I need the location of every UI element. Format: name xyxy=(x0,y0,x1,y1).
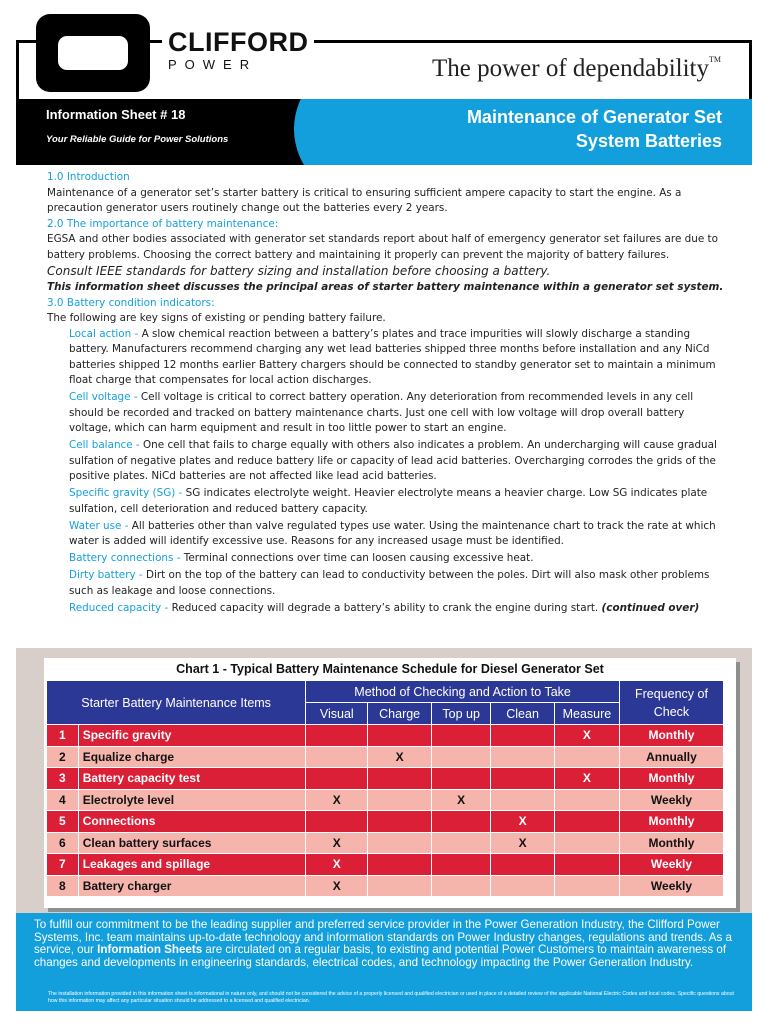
table-row xyxy=(47,725,724,747)
method-cell xyxy=(306,746,368,768)
maintenance-item: Connections xyxy=(78,811,306,833)
maintenance-table xyxy=(46,680,724,897)
section-1-text: Maintenance of a generator set’s starter battery is critical to ensuring sufficient ampere capacity to start the engine. As a precaution generator users routinely change out the batteries every 2 years. xyxy=(47,186,682,214)
maintenance-item: Leakages and spillage xyxy=(78,854,306,876)
row-number: 1 xyxy=(47,725,79,747)
section-2-heading: 2.0 The importance of battery maintenance: xyxy=(47,217,279,230)
row-number: 7 xyxy=(47,854,79,876)
method-cell xyxy=(306,811,368,833)
method-cell xyxy=(368,725,432,747)
method-cell xyxy=(554,789,619,811)
row-number: 4 xyxy=(47,789,79,811)
header-frequency: Frequency of Check xyxy=(619,681,723,725)
battery-sign-item xyxy=(69,551,727,567)
battery-sign-term: Cell voltage - xyxy=(69,391,138,403)
battery-sign-term: Reduced capacity - xyxy=(69,601,169,614)
footer-text-a: To fulfill our commitment to be the leading supplier and preferred service provider in the Power Generation Industry, the Clifford Power Systems, Inc. team maintains up-to-date technology and information standards on Power Industry changes, regulations and trends. As a service, our xyxy=(34,918,732,957)
method-cell: X xyxy=(368,746,432,768)
method-cell xyxy=(368,854,432,876)
chart-title: Chart 1 - Typical Battery Maintenance Schedule for Diesel Generator Set xyxy=(176,662,604,676)
title-line-1: Maintenance of Generator Set xyxy=(466,107,722,127)
method-header-visual: Visual xyxy=(306,703,368,725)
row-number: 6 xyxy=(47,832,79,854)
document-title xyxy=(467,105,722,153)
top-rule-right-edge xyxy=(749,40,752,100)
method-cell xyxy=(491,789,555,811)
chart-panel xyxy=(16,648,752,916)
method-header-clean: Clean xyxy=(491,703,555,725)
header-method: Method of Checking and Action to Take xyxy=(306,681,620,703)
method-cell xyxy=(431,811,490,833)
method-cell xyxy=(491,854,555,876)
battery-sign-term: Local action - xyxy=(69,327,139,340)
method-cell xyxy=(491,768,555,790)
table-row xyxy=(47,832,724,854)
scope-statement: This information sheet discusses the principal areas of starter battery maintenance within a generator set system. xyxy=(47,281,724,293)
sheet-number: Information Sheet # 18 xyxy=(46,107,186,122)
method-cell xyxy=(368,811,432,833)
table-row xyxy=(47,811,724,833)
frequency-cell: Weekly xyxy=(619,875,723,897)
battery-sign-text: One cell that fails to charge equally with others also indicates a problem. An undercharging will cause gradual sulfation of negative plates and reduce battery life or capacity of lead acid batteries. Overcharging corrodes the grids of the positive plates. NiCd batteries are not affected like lead acid batteries. xyxy=(69,439,717,482)
battery-sign-item xyxy=(69,519,727,550)
battery-sign-term: Water use - xyxy=(69,519,129,532)
method-cell xyxy=(431,875,490,897)
method-cell xyxy=(431,832,490,854)
maintenance-item: Battery charger xyxy=(78,875,306,897)
method-cell xyxy=(431,854,490,876)
title-line-2: System Batteries xyxy=(575,131,722,151)
row-number: 5 xyxy=(47,811,79,833)
method-header-measure: Measure xyxy=(554,703,619,725)
frequency-cell: Weekly xyxy=(619,854,723,876)
method-cell xyxy=(306,725,368,747)
battery-sign-text: Reduced capacity will degrade a battery’s ability to crank the engine during start. xyxy=(171,601,599,614)
row-number: 8 xyxy=(47,875,79,897)
method-cell: X xyxy=(554,768,619,790)
table-row xyxy=(47,854,724,876)
method-header-top-up: Top up xyxy=(431,703,490,725)
document-body xyxy=(47,170,727,618)
footer-text-bold: Information Sheets xyxy=(97,943,203,957)
frequency-cell: Annually xyxy=(619,746,723,768)
method-cell xyxy=(368,768,432,790)
method-cell xyxy=(554,832,619,854)
battery-sign-term: Dirty battery - xyxy=(69,569,143,581)
table-row xyxy=(47,746,724,768)
method-cell xyxy=(431,746,490,768)
maintenance-item: Battery capacity test xyxy=(78,768,306,790)
method-cell: X xyxy=(491,832,555,854)
battery-sign-term: Cell balance - xyxy=(69,439,140,451)
frequency-cell: Monthly xyxy=(619,725,723,747)
method-cell xyxy=(491,725,555,747)
maintenance-chart xyxy=(44,658,736,908)
brand-name: CLIFFORD xyxy=(162,27,314,58)
footer-statement xyxy=(34,919,740,969)
frequency-cell: Monthly xyxy=(619,811,723,833)
battery-sign-item xyxy=(69,438,727,485)
footer-text-b: are circulated on a regular basis, to existing and potential Power Customers to maintain awareness of changes and developments in engineering standards, electrical codes, and technology impacting the Power Generation Industry. xyxy=(34,943,727,969)
battery-sign-item xyxy=(69,390,727,437)
continued-note: (continued over) xyxy=(601,601,700,614)
battery-sign-item xyxy=(69,327,727,389)
section-2-text: EGSA and other bodies associated with generator set standards report about half of emergency generator set failures are due to battery problems. Choosing the correct battery and maintaining it properly can prevent the majority of battery failures. xyxy=(47,233,718,261)
table-row xyxy=(47,789,724,811)
method-cell xyxy=(491,875,555,897)
row-number: 2 xyxy=(47,746,79,768)
battery-sign-term: Specific gravity (SG) - xyxy=(69,487,183,499)
method-cell xyxy=(554,875,619,897)
method-cell xyxy=(431,768,490,790)
method-cell xyxy=(368,875,432,897)
method-cell xyxy=(491,746,555,768)
battery-sign-item xyxy=(69,486,727,517)
battery-sign-text: Dirt on the top of the battery can lead to conductivity between the poles. Dirt will also mask other problems such as leakage and loose connections. xyxy=(69,569,710,597)
tagline-text: The power of dependability xyxy=(432,55,709,82)
maintenance-item: Electrolyte level xyxy=(78,789,306,811)
method-cell xyxy=(368,789,432,811)
method-cell: X xyxy=(554,725,619,747)
trademark: TM xyxy=(709,55,721,64)
method-cell xyxy=(431,725,490,747)
maintenance-item: Clean battery surfaces xyxy=(78,832,306,854)
clifford-logo-icon xyxy=(36,14,150,92)
header-items: Starter Battery Maintenance Items xyxy=(47,681,306,725)
method-cell: X xyxy=(491,811,555,833)
section-3-heading: 3.0 Battery condition indicators: xyxy=(47,296,215,309)
table-row xyxy=(47,768,724,790)
frequency-cell: Monthly xyxy=(619,768,723,790)
section-3-intro: The following are key signs of existing or pending battery failure. xyxy=(47,312,386,324)
title-banner xyxy=(16,99,752,165)
battery-sign-term: Battery connections - xyxy=(69,552,181,564)
frequency-cell: Weekly xyxy=(619,789,723,811)
table-row xyxy=(47,875,724,897)
method-cell xyxy=(306,768,368,790)
frequency-cell: Monthly xyxy=(619,832,723,854)
method-cell: X xyxy=(306,854,368,876)
top-rule-left-edge xyxy=(16,40,19,100)
battery-sign-text: Terminal connections over time can loosen causing excessive heat. xyxy=(183,552,534,564)
battery-sign-text: A slow chemical reaction between a battery’s plates and trace impurities will slowly discharge a standing battery. Manufacturers recommend charging any wet lead batteries shipped three months before installation and any NiCd batteries shipped 12 months earlier Battery chargers should be connected to standby generator set to maintain a minimum float charge that compensates for local action discharges. xyxy=(69,327,716,386)
battery-sign-item xyxy=(69,568,727,599)
method-header-charge: Charge xyxy=(368,703,432,725)
method-cell: X xyxy=(431,789,490,811)
consult-ieee-note: Consult IEEE standards for battery sizing and installation before choosing a battery. xyxy=(47,264,551,278)
method-cell xyxy=(554,811,619,833)
battery-sign-text: Cell voltage is critical to correct battery operation. Any deterioration from recommended levels in any cell should be recorded and tracked on battery maintenance charts. Just one cell with low voltage will drop overall battery voltage, which can harm equipment and result in too little power to start an engine. xyxy=(69,391,694,434)
row-number: 3 xyxy=(47,768,79,790)
method-cell: X xyxy=(306,789,368,811)
method-cell xyxy=(368,832,432,854)
method-cell: X xyxy=(306,832,368,854)
maintenance-item: Equalize charge xyxy=(78,746,306,768)
method-cell xyxy=(554,854,619,876)
tagline xyxy=(432,55,721,83)
sheet-subtitle: Your Reliable Guide for Power Solutions xyxy=(46,134,229,145)
method-cell: X xyxy=(306,875,368,897)
maintenance-item: Specific gravity xyxy=(78,725,306,747)
battery-sign-text: All batteries other than valve regulated types use water. Using the maintenance chart to track the rate at which water is added will identify excessive use. Reasons for any increased usage must be identified. xyxy=(69,519,716,547)
section-1-heading: 1.0 Introduction xyxy=(47,171,130,183)
method-cell xyxy=(554,746,619,768)
footer-disclaimer: The installation information provided in this information sheet is informational in nature only, and should not be considered the advice of a properly licensed and qualified electrician or used in place of a detailed review of the applicable National Electric Codes and local codes. Specific questions about how this information may affect any particular situation should be addressed to a licensed and qualified electrician. xyxy=(48,991,734,1004)
footer xyxy=(16,913,752,1011)
battery-signs-list xyxy=(47,327,727,617)
battery-sign-item xyxy=(69,601,727,617)
battery-sign-text: SG indicates electrolyte weight. Heavier electrolyte means a heavier charge. Low SG indicates plate sulfation, cell deterioration and reduced battery capacity. xyxy=(69,487,708,515)
brand-subname: POWER xyxy=(168,57,258,72)
